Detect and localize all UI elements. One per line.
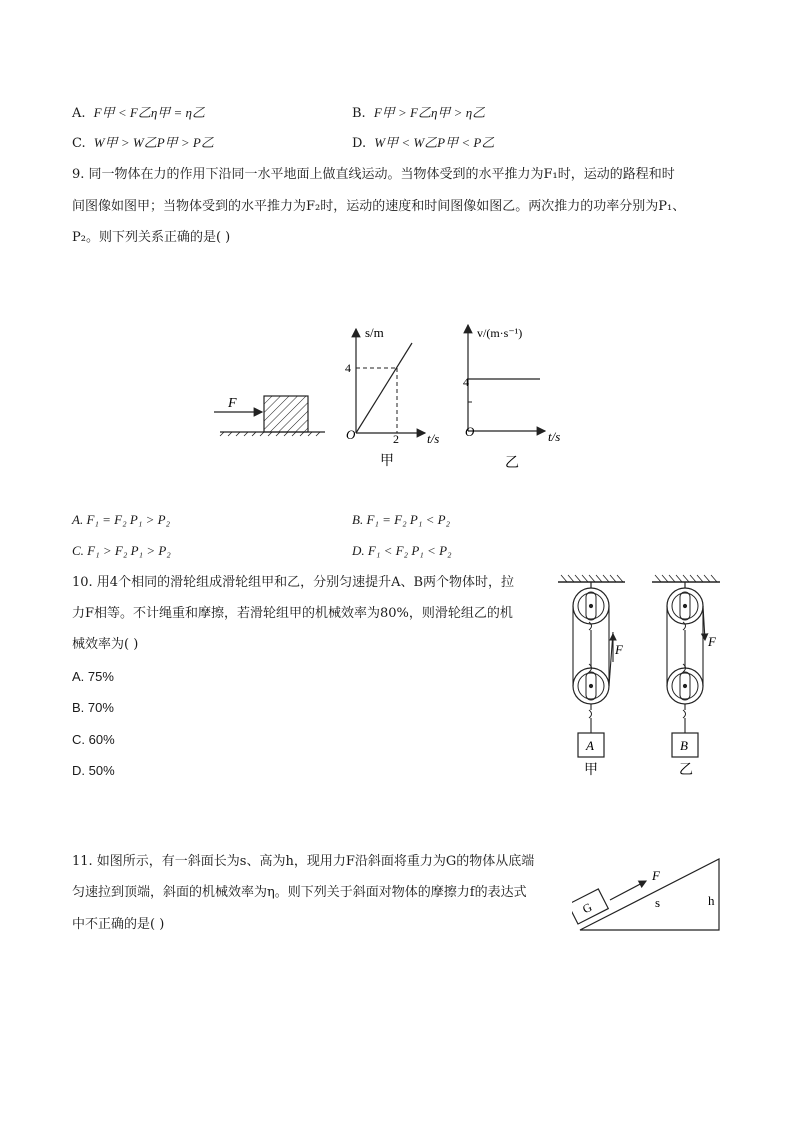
q9-graph-yi-x-axis: t/s: [548, 429, 561, 444]
q8-option-a-label: A.: [72, 106, 86, 121]
q10-ceiling-right: [652, 575, 720, 582]
q9-graph-yi-caption: 乙: [505, 456, 519, 471]
q10-pulley-system-yi: [667, 582, 705, 757]
q11-stem-line2: 匀速拉到顶端，斜面的机械效率为η。则下列关于斜面对物体的摩擦力f的表达式: [72, 885, 527, 900]
q11-stem-line1: 11. 如图所示，有一斜面长为s、高为h，现用力F沿斜面将重力为G的物体从底端: [72, 854, 535, 869]
q10-block-a: A: [586, 738, 594, 753]
q8-option-a: [72, 104, 205, 123]
q8-option-c: [72, 134, 214, 153]
q9-stem-line3: P₂。则下列关系正确的是( ): [72, 230, 231, 245]
q9-graph-jia-y-tick: 4: [345, 361, 351, 375]
q8-option-b-text: F甲 > F乙η甲 > η乙: [373, 105, 486, 120]
q10-pulley-system-jia: [573, 582, 613, 757]
q11-stem-line3: 中不正确的是( ): [72, 917, 165, 932]
q9-graph-yi-origin: O: [465, 424, 475, 439]
q8-option-a-text: F甲 < F乙η甲 = η乙: [93, 105, 205, 120]
q9-graph-yi-y-axis: v/(m·s⁻¹): [477, 326, 523, 340]
q9-option-a: A. F₁ = F₂ P₁ > P₂: [72, 512, 171, 527]
q8-option-d: [352, 134, 494, 153]
q11-incline-figure: [572, 855, 727, 935]
q11-force-label: F: [652, 868, 660, 883]
q10-block-b: B: [680, 738, 688, 753]
q9-stem-line1: 9. 同一物体在力的作用下沿同一水平地面上做直线运动。当物体受到的水平推力为F₁时，运动的路程和时: [72, 167, 675, 182]
q9-figure: [200, 315, 590, 475]
q9-graph-jia: [345, 325, 439, 469]
q10-stem-line3: 械效率为( ): [72, 637, 139, 652]
q9-graph-jia-origin: O: [346, 427, 356, 442]
q10-caption-yi: 乙: [679, 763, 693, 778]
q10-ceiling-left: [558, 575, 625, 582]
q10-stem-line1: 10. 用4个相同的滑轮组成滑轮组甲和乙，分别匀速提升A、B两个物体时，拉: [72, 575, 515, 590]
q9-graph-jia-caption: 甲: [380, 454, 394, 469]
q8-option-d-text: W甲 < W乙P甲 < P乙: [374, 135, 495, 150]
q11-slope-label: s: [655, 895, 661, 910]
q9-graph-jia-x-axis: t/s: [427, 431, 440, 446]
q9-graph-jia-y-axis: s/m: [365, 325, 384, 340]
q10-option-d: D. 50%: [72, 763, 115, 778]
q9-option-b: B. F₁ = F₂ P₁ < P₂: [352, 512, 451, 527]
q9-stem-line2: 间图像如图甲；当物体受到的水平推力为F₂时，运动的速度和时间图像如图乙。两次推力的功率分别为P₁、: [72, 199, 686, 214]
q8-option-c-label: C.: [72, 136, 86, 151]
q9-graph-yi-y-tick: 4: [463, 375, 469, 389]
q11-block-label: G: [580, 899, 595, 917]
q10-caption-jia: 甲: [584, 763, 598, 778]
q8-option-b-label: B.: [352, 106, 366, 121]
q10-pulley-figure: [555, 572, 730, 782]
q8-option-c-text: W甲 > W乙P甲 > P乙: [93, 135, 214, 150]
q11-force-arrow: [610, 881, 646, 900]
q9-force-label: F: [228, 396, 237, 411]
q10-option-b: B. 70%: [72, 700, 114, 715]
q10-option-c: C. 60%: [72, 732, 115, 747]
q9-graph-yi: [463, 325, 560, 471]
q10-force-label-jia: F: [615, 642, 623, 657]
q9-graph-jia-x-tick: 2: [393, 432, 399, 446]
q10-option-a: A. 75%: [72, 669, 114, 684]
q10-force-label-yi: F: [708, 634, 716, 649]
q8-option-d-label: D.: [352, 136, 367, 151]
q9-option-c: C. F₁ > F₂ P₁ > P₂: [72, 543, 171, 558]
q9-option-d: D. F₁ < F₂ P₁ < P₂: [352, 543, 452, 558]
q9-block-on-ground: [214, 396, 325, 436]
q11-height-label: h: [708, 893, 715, 908]
q8-option-b: [352, 104, 485, 123]
q10-stem-line2: 力F相等。不计绳重和摩擦，若滑轮组甲的机械效率为80%，则滑轮组乙的机: [72, 606, 513, 621]
